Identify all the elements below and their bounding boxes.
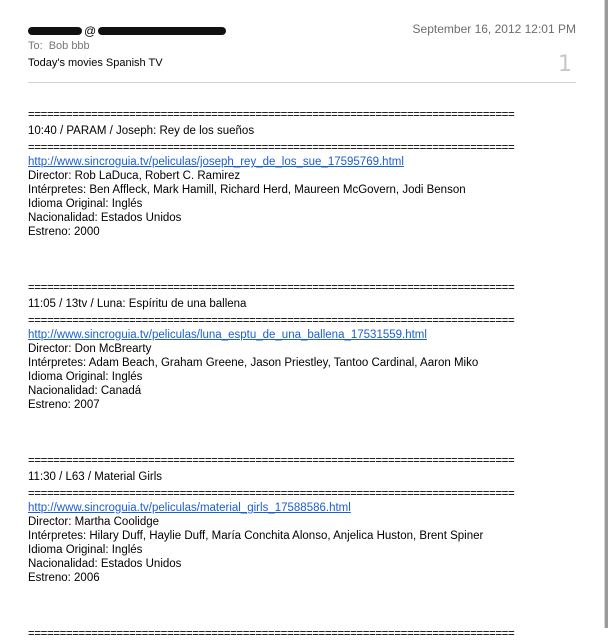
movie-director: Director: Martha Coolidge <box>28 516 160 528</box>
separator-line: ============================================================================= <box>28 142 515 154</box>
movie-cast: Intérpretes: Adam Beach, Graham Greene, Jason Priestley, Tantoo Cardinal, Aaron Miko <box>28 357 479 369</box>
sender[interactable] <box>28 22 226 40</box>
movie-director: Director: Rob LaDuca, Robert C. Ramirez <box>28 170 241 182</box>
movie-entry <box>28 281 588 412</box>
header-divider <box>28 82 576 83</box>
movie-link[interactable]: http://www.sincroguia.tv/peliculas/joseph_rey_de_los_sue_17595769.html <box>28 156 404 168</box>
separator-line: ============================================================================= <box>28 628 515 640</box>
separator-line: ============================================================================= <box>28 109 515 121</box>
redacted-sender-domain <box>98 27 226 35</box>
movie-heading: 11:30 / L63 / Material Girls <box>28 471 163 483</box>
movie-entry <box>28 454 588 585</box>
separator-line: ============================================================================= <box>28 488 515 500</box>
movie-link[interactable]: http://www.sincroguia.tv/peliculas/material_girls_17588586.html <box>28 502 351 514</box>
movie-language: Idioma Original: Inglés <box>28 544 143 556</box>
movie-link[interactable]: http://www.sincroguia.tv/peliculas/luna_esptu_de_una_ballena_17531559.html <box>28 329 427 341</box>
movie-nationality: Nacionalidad: Canadá <box>28 385 142 397</box>
email-subject: Today's movies Spanish TV <box>28 57 163 69</box>
movie-premiere: Estreno: 2000 <box>28 226 100 238</box>
movie-cast: Intérpretes: Hilary Duff, Haylie Duff, María Conchita Alonso, Anjelica Huston, Brent Spiner <box>28 530 484 542</box>
movie-language: Idioma Original: Inglés <box>28 198 143 210</box>
movie-cast: Intérpretes: Ben Affleck, Mark Hamill, Richard Herd, Maureen McGovern, Jodi Benson <box>28 184 466 196</box>
separator-line: ============================================================================= <box>28 282 515 294</box>
to-label: To: <box>28 40 43 52</box>
movie-entry <box>28 108 588 239</box>
separator-line: ============================================================================= <box>28 315 515 327</box>
movie-nationality: Nacionalidad: Estados Unidos <box>28 212 182 224</box>
movie-premiere: Estreno: 2006 <box>28 572 100 584</box>
message-count-badge: 1 <box>558 52 572 77</box>
movie-language: Idioma Original: Inglés <box>28 371 143 383</box>
sender-at-sign: @ <box>84 24 97 38</box>
email-body <box>28 108 588 641</box>
redacted-sender-name <box>28 27 82 35</box>
movie-heading: 11:05 / 13tv / Luna: Espíritu de una ballena <box>28 298 247 310</box>
movie-heading: 10:40 / PARAM / Joseph: Rey de los sueños <box>28 125 255 137</box>
recipient-name[interactable]: Bob bbb <box>48 40 90 52</box>
separator-line: ============================================================================= <box>28 455 515 467</box>
movie-premiere: Estreno: 2007 <box>28 399 100 411</box>
email-date: September 16, 2012 12:01 PM <box>412 22 576 36</box>
email-header <box>0 0 604 100</box>
movie-nationality: Nacionalidad: Estados Unidos <box>28 558 182 570</box>
recipient-line <box>28 39 90 53</box>
movie-director: Director: Don McBrearty <box>28 343 152 355</box>
